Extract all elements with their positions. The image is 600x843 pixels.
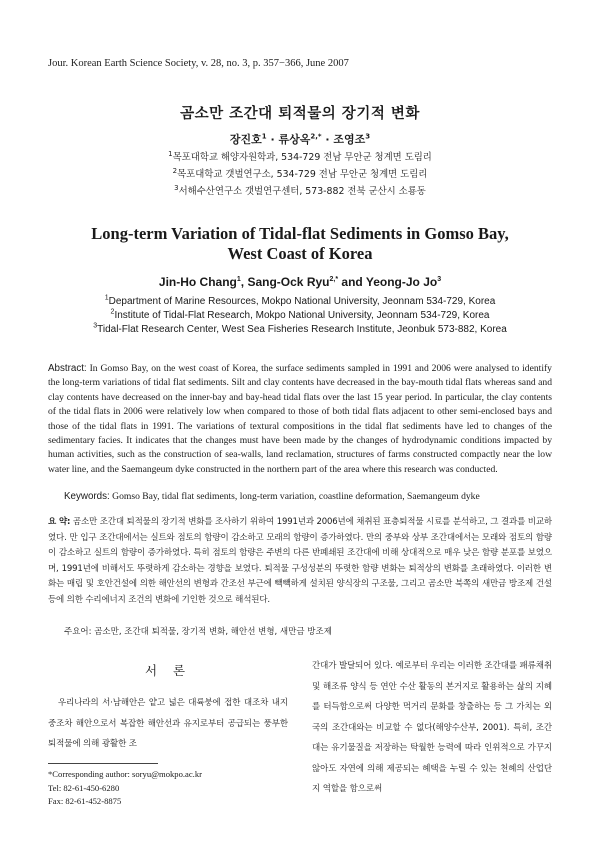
section-heading-introduction: 서 론: [144, 663, 192, 678]
english-author-3: Yeong-Jo Jo: [365, 275, 438, 289]
english-title-line-1: Long-term Variation of Tidal-flat Sediments in Gomso Bay,: [91, 224, 509, 243]
keywords-label: Keywords:: [64, 491, 110, 502]
author-separator: ,: [240, 275, 248, 289]
english-affiliation-2: [0, 309, 600, 323]
author-separator: and: [338, 275, 366, 289]
korean-author-2: 류상옥: [278, 133, 311, 146]
english-affiliation-1: [0, 295, 600, 309]
affiliation-text: 목포대학교 해양자원학과, 534-729 전남 무안군 청계면 도림리: [172, 152, 432, 163]
korean-affiliation-3: [0, 185, 600, 199]
english-title: [0, 224, 600, 264]
korean-keywords: [64, 625, 552, 637]
english-author-1: Jin-Ho Chang: [158, 275, 237, 289]
introduction-right-column: 간대가 발달되어 있다. 예로부터 우리는 이러한 조간대를 패류채취 및 해조류 양식 등 연안 수산 활동의 본거지로 활용하는 삶의 지혜를 터득함으로써 다양한 먹거리 문화를 창출하는 등 그 가치는 외국의 조간대와는 비교할 수 없다(해양수산부, 2001). 특히, 조간대는 유기물질을 저장하는 탁월한 능력에 따라 인위적으로 가꾸지 않아도 자연에 의해 제공되는 혜택을 누릴 수 있는 천혜의 산업단지 역할을 함으로써: [312, 661, 552, 794]
english-authors: [0, 275, 600, 289]
korean-author-1-sup: 1: [261, 132, 267, 141]
affiliation-sup: 2: [110, 308, 115, 316]
english-author-2: Sang-Ock Ryu: [247, 275, 330, 289]
korean-abstract-text: 곰소만 조간대 퇴적물의 장기적 변화를 조사하기 위하여 1991년과 2006년에 채취된 표층퇴적물 시료를 분석하고, 그 결과를 비교하였다. 만 입구 조간대에서는 실트와 점토의 함량이 감소하고 모래의 함량이 증가하였다. 만의 중부와 상부 조간대에서는 모래와 점토의 함량이 감소하고 실트의 함량이 증가하였다. 특히 점토의 함량은 주변의 다른 반폐쇄된 조간대에 비해 상대적으로 매우 낮은 함량 분포를 보였으며, 1991년에 비해서도 뚜렷하게 감소하는 경향을 보였다. 퇴적물 구성성분의 뚜렷한 함량 변화는 퇴적상의 변화를 초래하였다. 이러한 변화는 매립 및 호안건설에 의한 해안선의 변형과 간조선 부근에 빽빽하게 설치된 양식장의 구조물, 그리고 곰소만 북쪽의 새만금 방조제 건설 등에 의한 수리에너지 조건의 변화에 기인한 것으로 해석된다.: [48, 517, 552, 605]
affiliation-text: 목포대학교 갯벌연구소, 534-729 전남 무안군 청계면 도림리: [177, 169, 428, 180]
korean-author-3-sup: 3: [365, 132, 371, 141]
english-keywords: [64, 491, 552, 502]
korean-keywords-text: 곰소만, 조간대 퇴적물, 장기적 변화, 해안선 변형, 새만금 방조제: [94, 627, 332, 637]
english-affiliation-3: [0, 323, 600, 337]
korean-title: 곰소만 조간대 퇴적물의 장기적 변화: [180, 106, 420, 122]
korean-author-2-sup: 2,*: [310, 132, 322, 141]
journal-citation: Jour. Korean Earth Science Society, v. 28, no. 3, p. 357−366, June 2007: [48, 58, 349, 69]
korean-author-1: 장진호: [229, 133, 262, 146]
introduction-left-column: 우리나라의 서·남해안은 얕고 넓은 대륙붕에 접한 대조차 내지 중조차 해안으로서 복잡한 해안선과 유지로부터 공급되는 풍부한 퇴적물에 의해 광활한 조: [48, 698, 288, 749]
english-abstract: [48, 362, 552, 477]
affiliation-text: Department of Marine Resources, Mokpo National University, Jeonnam 534-729, Korea: [108, 296, 496, 307]
affiliation-sup: 1: [168, 149, 173, 158]
affiliation-sup: 2: [172, 166, 178, 175]
author-separator: ·: [266, 133, 279, 146]
fax: Fax: 82-61-452-8875: [48, 796, 122, 806]
telephone: Tel: 82-61-450-6280: [48, 782, 120, 793]
korean-author-3: 조영조: [333, 133, 366, 146]
korean-affiliation-1: [0, 151, 600, 165]
author-separator: ·: [321, 133, 334, 146]
korean-abstract-label: 요 약:: [48, 517, 71, 527]
korean-authors: [0, 131, 600, 147]
english-author-3-sup: 3: [437, 276, 442, 283]
english-author-2-sup: 2,*: [329, 276, 339, 283]
affiliation-sup: 1: [104, 294, 109, 302]
footnote: [48, 768, 288, 809]
keywords-text: Gomso Bay, tidal flat sediments, long-term variation, coastline deformation, Saemangeum dyke: [112, 491, 480, 502]
corresponding-author: *Corresponding author: soryu@mokpo.ac.kr: [48, 769, 202, 779]
english-author-1-sup: 1: [236, 276, 241, 283]
affiliation-text: 서해수산연구소 갯벌연구센터, 573-882 전북 군산시 소룡동: [178, 186, 426, 197]
korean-abstract: [48, 515, 552, 609]
english-title-line-2: West Coast of Korea: [227, 244, 373, 263]
footnote-divider: [48, 763, 158, 764]
affiliation-sup: 3: [174, 183, 179, 192]
korean-affiliation-2: [0, 168, 600, 182]
abstract-text: In Gomso Bay, on the west coast of Korea, the surface sediments sampled in 1991 and 2006 were analysed to identify the long-term variations of tidal flat sediments. Silt and clay contents have decreased in the bay-mouth tidal flats whereas sand and clay contents have decreased on the inner-bay and bay-head tidal flats over the last 15 year period. In particular, the clay contents of the tidal flats in 2006 were relatively low when compared to those of both tidal flats adjacent to other semi-enclosed bays and those of the tidal flats in 1991. The variations of textural compositions in the tidal flat sediments have led to changes of the sedimentary facies. It indicates that the changes must have been made by the changes of hydrodynamic conditions impacted by human activities, such as the construction of sea-walls, land reclamation, structures of farms constructed compactly near the low water line, and the Saemangeum dyke constructed in the northern part of the area where this research was conducted.: [48, 363, 552, 475]
abstract-label: Abstract:: [48, 363, 87, 374]
affiliation-text: Tidal-Flat Research Center, West Sea Fisheries Research Institute, Jeonbuk 573-882, Korea: [97, 324, 507, 335]
korean-keywords-label: 주요어:: [64, 627, 92, 637]
affiliation-sup: 3: [93, 322, 98, 330]
affiliation-text: Institute of Tidal-Flat Research, Mokpo National University, Jeonnam 534-729, Korea: [114, 310, 490, 321]
